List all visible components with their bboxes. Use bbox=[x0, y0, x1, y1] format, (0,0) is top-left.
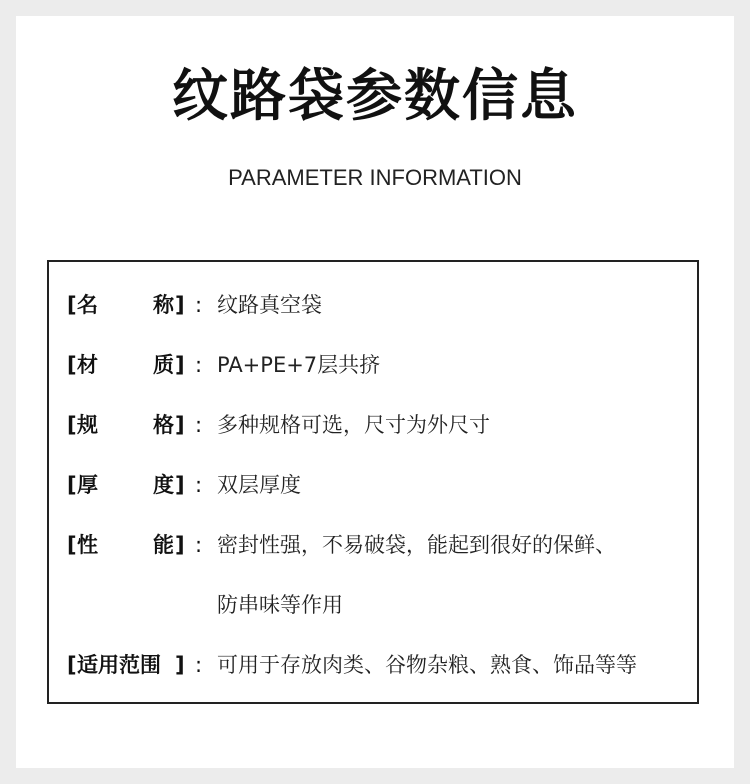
param-value-continued: 防串味等作用 bbox=[217, 593, 343, 617]
label-bracket-open: [ bbox=[67, 353, 77, 377]
label-char-2: 能 bbox=[153, 533, 174, 557]
label-bracket-close: ] bbox=[175, 413, 185, 437]
parameter-table bbox=[47, 260, 699, 704]
label-text: 适用范围 bbox=[77, 653, 161, 677]
label-bracket-open: [ bbox=[67, 293, 77, 317]
param-value: 可用于存放肉类、谷物杂粮、熟食、饰品等等 bbox=[217, 653, 637, 677]
label-colon: : bbox=[195, 533, 203, 557]
param-value: 多种规格可选，尺寸为外尺寸 bbox=[217, 413, 490, 437]
label-bracket-close: ] bbox=[175, 293, 185, 317]
label-bracket-close: ] bbox=[175, 533, 185, 557]
label-colon: : bbox=[195, 293, 203, 317]
param-value: 双层厚度 bbox=[217, 473, 301, 497]
label-bracket-close: ] bbox=[175, 473, 185, 497]
param-value: 纹路真空袋 bbox=[217, 293, 322, 317]
label-char-2: 称 bbox=[153, 293, 174, 317]
label-char-2: 格 bbox=[153, 413, 174, 437]
label-char-1: 名 bbox=[77, 293, 98, 317]
label-colon: : bbox=[195, 473, 203, 497]
label-colon: : bbox=[195, 413, 203, 437]
label-bracket-open: [ bbox=[67, 533, 77, 557]
param-value: 密封性强，不易破袋，能起到很好的保鲜、 bbox=[217, 533, 616, 557]
param-value: PA+PE+7层共挤 bbox=[217, 353, 381, 377]
label-colon: : bbox=[195, 653, 203, 677]
label-bracket-open: [ bbox=[67, 473, 77, 497]
page-subtitle: PARAMETER INFORMATION bbox=[228, 165, 522, 190]
label-char-2: 度 bbox=[153, 473, 174, 497]
label-bracket-close: ] bbox=[175, 353, 185, 377]
label-colon: : bbox=[195, 353, 203, 377]
label-char-1: 规 bbox=[77, 413, 98, 437]
label-char-1: 材 bbox=[77, 353, 98, 377]
label-char-1: 厚 bbox=[77, 473, 98, 497]
label-char-2: 质 bbox=[153, 353, 174, 377]
label-bracket-close: ] bbox=[175, 653, 185, 677]
label-bracket-open: [ bbox=[67, 413, 77, 437]
page-title: 纹路袋参数信息 bbox=[172, 64, 578, 129]
label-char-1: 性 bbox=[77, 533, 98, 557]
label-bracket-open: [ bbox=[67, 653, 77, 677]
